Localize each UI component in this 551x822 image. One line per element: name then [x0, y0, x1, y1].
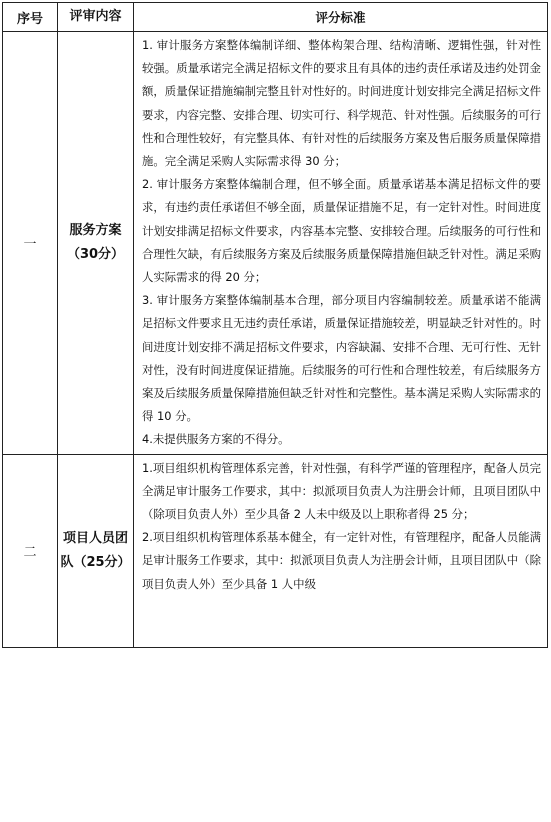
standard-paragraph: 2.项目组织机构管理体系基本健全，有一定针对性，有管理程序，配备人员能满足审计服务工作要求，其中：拟派项目负责人为注册会计师，且项目团队中（除项目负责人外）至少具备 1 人中级 [142, 530, 541, 591]
standard-paragraph: 2. 审计服务方案整体编制合理，但不够全面。质量承诺基本满足招标文件的要求，有违约责任承诺但不够全面，质量保证措施不足，有一定针对性。时间进度计划安排满足招标文件要求，内容基本完整、安排较合理。后续服务的可行性和合理性欠缺，有后续服务方案及后续服务质量保障措施但缺乏针对性。满足采购人实际需求的得 20 分； [142, 177, 541, 285]
table-row [3, 454, 548, 647]
standard-paragraph: 4.未提供服务方案的不得分。 [142, 432, 290, 447]
review-item: 服务方案（30分） [58, 32, 134, 455]
header-row [3, 3, 548, 32]
standard-paragraph: 1.项目组织机构管理体系完善，针对性强，有科学严谨的管理程序，配备人员完全满足审计服务工作要求，其中：拟派项目负责人为注册会计师，且项目团队中（除项目负责人外）至少具备 2 人未中级及以上职称者得 25 分； [142, 460, 541, 522]
review-item: 项目人员团队（25分） [58, 454, 134, 647]
table-row [3, 32, 548, 455]
scoring-table [2, 2, 548, 648]
standard-paragraph: 3. 审计服务方案整体编制基本合理，部分项目内容编制较差。质量承诺不能满足招标文件要求且无违约责任承诺，质量保证措施较差，明显缺乏针对性的。时间进度计划安排不满足招标文件要求，内容缺漏、安排不合理、无可行性、无针对性，没有时间进度保证措施。后续服务的可行性和合理性较差，有后续服务方案及后续服务质量保障措施但缺乏针对性和完整性。基本满足采购人实际需求的得 10 分。 [142, 293, 541, 424]
standard-paragraph: 1. 审计服务方案整体编制详细、整体构架合理、结构清晰、逻辑性强，针对性较强。质量承诺完全满足招标文件的要求且有具体的违约责任承诺及违约处罚金额，质量保证措施编制完整且针对性好的。时间进度计划安排完全满足招标文件要求，内容完整、安排合理、切实可行、科学规范、针对性强。后续服务的可行性和合理性较好，有完整具体、有针对性的后续服务方案及售后服务质量保障措施。完全满足采购人实际需求得 30 分； [142, 38, 541, 169]
scoring-standard [134, 32, 548, 455]
header-item: 评审内容 [58, 3, 134, 32]
header-no: 序号 [3, 3, 58, 32]
row-number: 一 [3, 32, 58, 455]
header-standard: 评分标准 [134, 3, 548, 32]
row-number: 二 [3, 454, 58, 647]
scoring-standard [134, 454, 548, 647]
